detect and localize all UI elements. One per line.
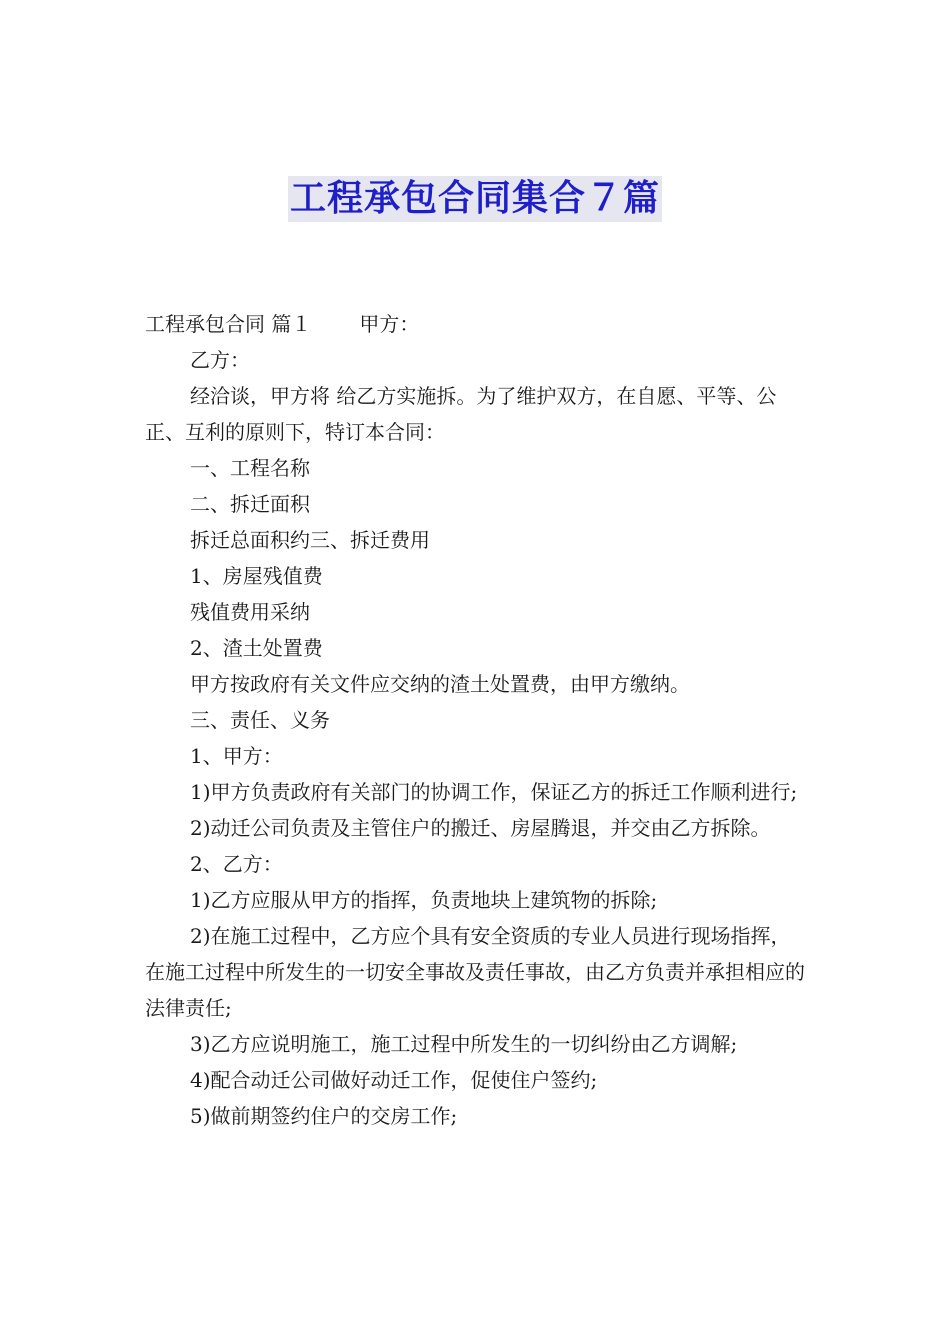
document-title: 工程承包合同集合７篇 (288, 176, 662, 222)
paragraph: 3)乙方应说明施工，施工过程中所发生的一切纠纷由乙方调解; (190, 1032, 738, 1056)
paragraph: 三、责任、义务 (190, 708, 330, 732)
paragraph: 2)动迁公司负责及主管住户的搬迁、房屋腾退，并交由乙方拆除。 (190, 816, 771, 840)
paragraph: 拆迁总面积约三、拆迁费用 (190, 528, 430, 552)
paragraph: 1)甲方负责政府有关部门的协调工作，保证乙方的拆迁工作顺利进行; (190, 780, 798, 804)
paragraph: 4)配合动迁公司做好动迁工作，促使住户签约; (190, 1068, 598, 1092)
paragraph: 残值费用采纳 (190, 600, 310, 624)
paragraph: 2、乙方： (190, 852, 283, 876)
paragraph: 经洽谈，甲方将 给乙方实施拆。为了维护双方，在自愿、平等、公正、互利的原则下，特订本合同： (145, 384, 777, 444)
paragraph: 乙方： (190, 348, 250, 372)
paragraph: 2)在施工过程中，乙方应个具有安全资质的专业人员进行现场指挥，在施工过程中所发生的一切安全事故及责任事故，由乙方负责并承担相应的法律责任; (145, 924, 805, 1020)
paragraph: 5)做前期签约住户的交房工作; (190, 1104, 458, 1128)
paragraph: 1、甲方： (190, 744, 283, 768)
section-label: 工程承包合同 篇１ (145, 312, 312, 336)
party-a-label: 甲方： (359, 312, 420, 336)
document-body (145, 306, 807, 1134)
paragraph: 甲方按政府有关文件应交纳的渣土处置费，由甲方缴纳。 (190, 672, 690, 696)
paragraph: 二、拆迁面积 (190, 492, 310, 516)
paragraph: 2、渣土处置费 (190, 636, 323, 660)
title-container (0, 176, 950, 222)
paragraph: 1)乙方应服从甲方的指挥，负责地块上建筑物的拆除; (190, 888, 658, 912)
section-heading-line (145, 306, 807, 342)
paragraph: 一、工程名称 (190, 456, 310, 480)
paragraph: 1、房屋残值费 (190, 564, 323, 588)
